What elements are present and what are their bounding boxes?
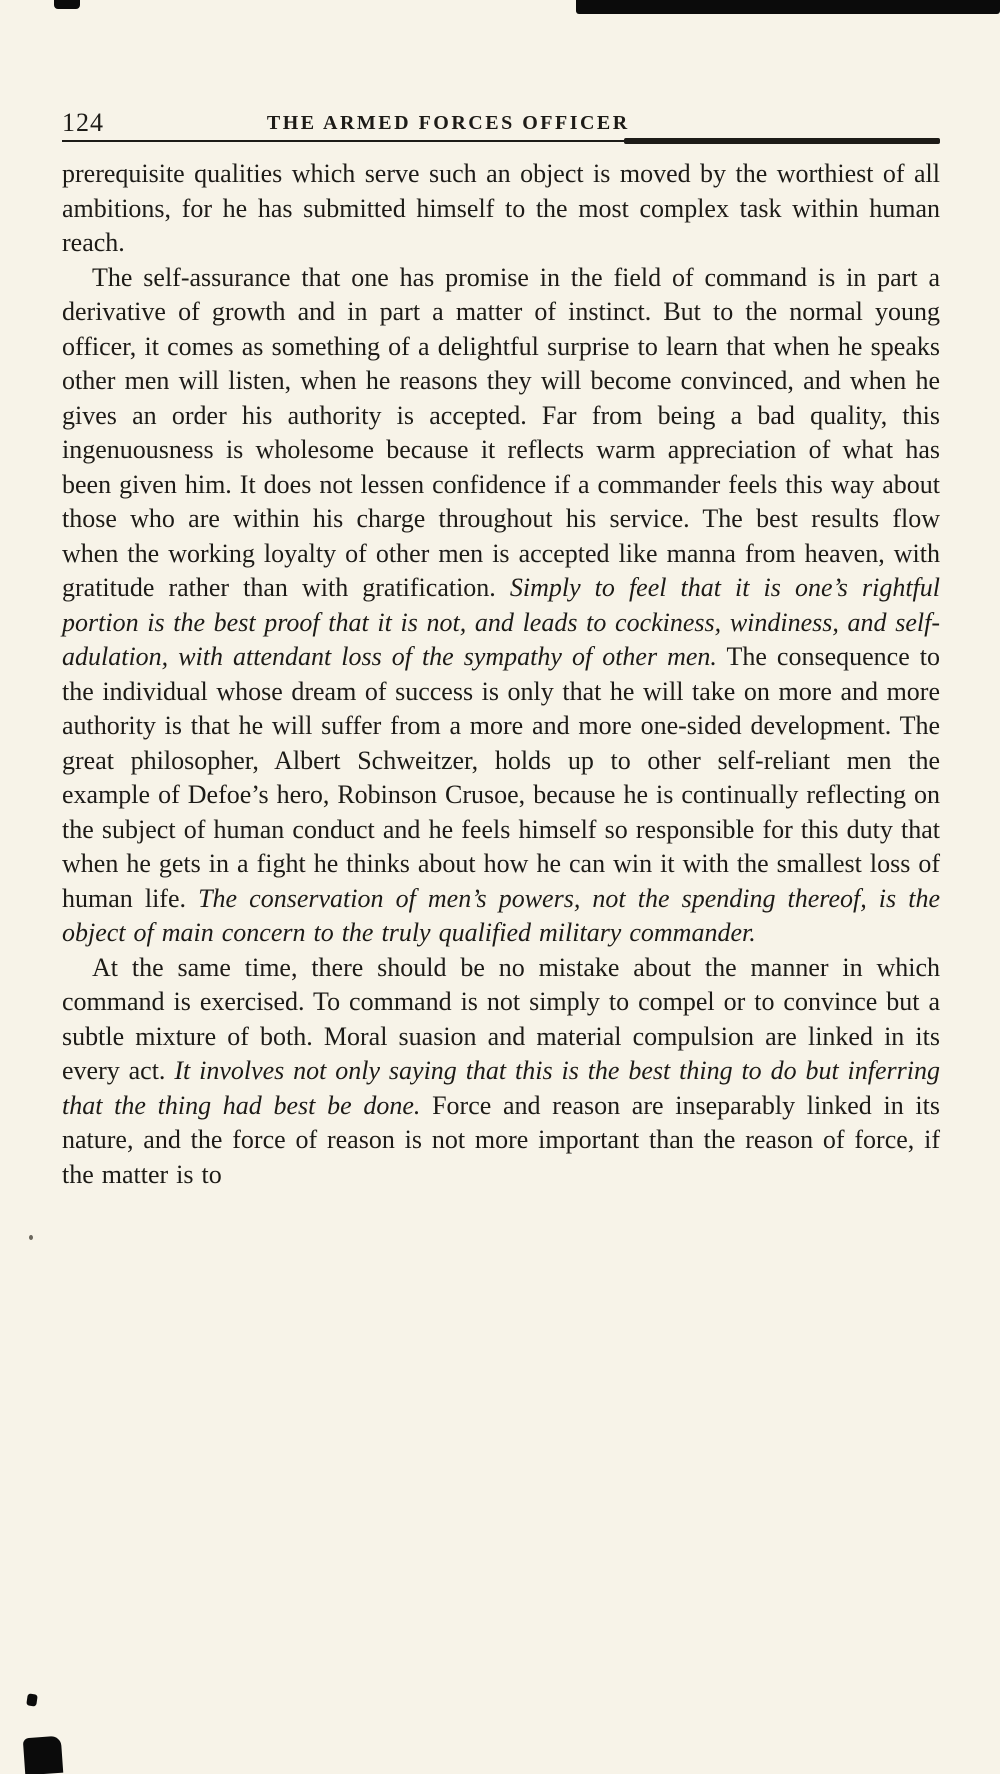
text-run: The self-assurance that one has promise in the field of command is in part a derivative of growth and in part a matter of instinct. But to the normal young officer, it comes as something of a delightful surprise to learn that when he speaks other men will listen, when he reasons they will become convinced, and when he gives an order his authority is accepted. Far from being a bad quality, this ingenuousness is wholesome because it reflects warm appreciation of what has been given him. It does not lessen confidence if a commander feels this way about those who are within his charge throughout his service. The best results flow when the working loyalty of other men is accepted like manna from heaven, with gratitude rather than with gratification.	[62, 262, 941, 602]
header-rule-thick-segment	[624, 138, 940, 144]
text-run: Force and reason are inseparably linked in its nature, and the force of reason is not more important than the reason of force, if the matter is to	[62, 1090, 940, 1189]
running-header-title: THE ARMED FORCES OFFICER	[266, 112, 630, 134]
paragraph	[62, 157, 940, 261]
text-block	[62, 157, 940, 1192]
running-header	[62, 106, 940, 138]
paragraph	[62, 261, 940, 951]
paragraph	[62, 951, 940, 1193]
text-run: The consequence to the individual whose dream of success is only that he will take on more and more authority is that he will suffer from a more and more one-sided development. The great philosopher, Albert Schweitzer, holds up to other self-reliant men the example of Defoe’s hero, Robinson Crusoe, because he is continually reflecting on the subject of human conduct and he feels himself so responsible for this duty that when he gets in a fight he thinks about how he can win it with the smallest loss of human life.	[62, 642, 940, 913]
text-run: At the same time, there should be no mistake about the manner in which command is exercised. To command is not simply to compel or to convince but a subtle mixture of both. Moral suasion and material compulsion are linked in its every act.	[62, 952, 940, 1085]
scan-artifact-top-right	[576, 0, 1000, 14]
italic-text-run: Simply to feel that it is one’s rightful portion is the best proof that it is not, and leads to cockiness, windiness, and self-adulation, with attendant loss of the sympathy of other men.	[62, 573, 940, 671]
italic-text-run: The conservation of men’s powers, not the spending thereof, is the object of main concern to the truly qualified military commander.	[62, 883, 940, 947]
header-rule	[62, 140, 940, 142]
page-number: 124	[62, 108, 104, 137]
italic-text-run: It involves not only saying that this is the best thing to do but inferring that the thing had best be done.	[62, 1056, 941, 1120]
scan-artifact-bottom-tick	[26, 1693, 38, 1706]
scan-artifact-bottom-corner	[23, 1736, 63, 1774]
scan-artifact-top-left	[54, 0, 80, 9]
text-run: prerequisite qualities which serve such an object is moved by the worthiest of all ambitions, for he has submitted himself to the most complex task within human reach.	[62, 159, 940, 257]
stray-ink-mark	[29, 1235, 33, 1240]
